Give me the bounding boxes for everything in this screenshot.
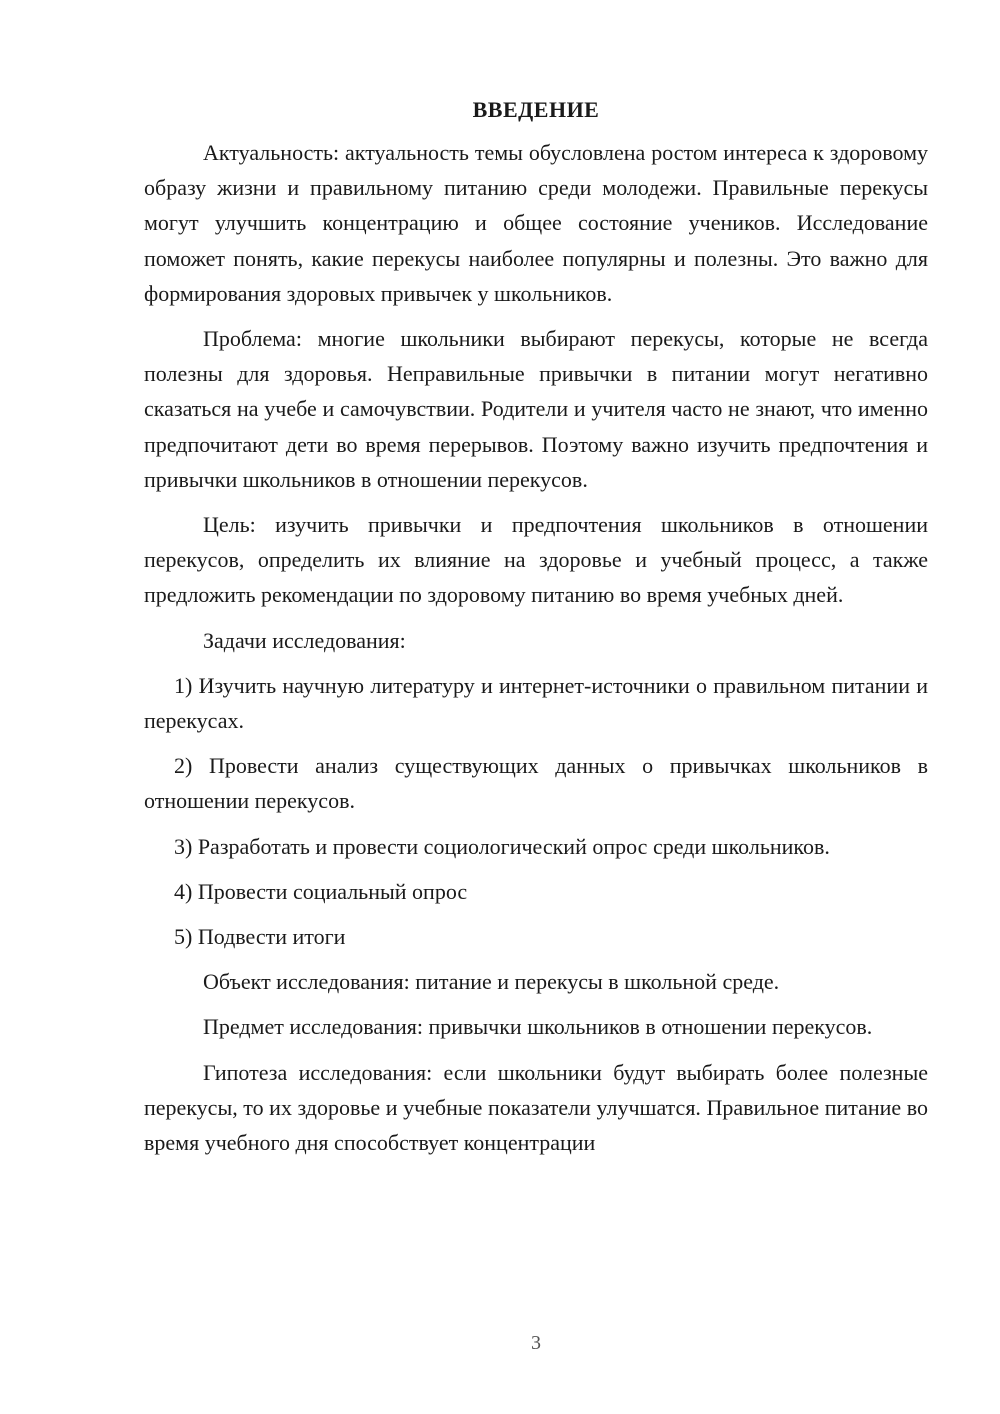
document-page [144, 92, 928, 1170]
task-item-4: 4) Провести социальный опрос [174, 878, 468, 904]
problem-paragraph: Проблема: многие школьники выбирают перекусы, которые не всегда полезны для здоровья. Неправильные привычки в питании могут негативно сказаться на учебе и самочувствии. Родители и учителя часто не знают, что именно предпочитают дети во время перерывов. Поэтому важно изучить предпочтения и привычки школьников в отношении перекусов. [144, 326, 928, 492]
hypothesis-paragraph: Гипотеза исследования: если школьники будут выбирать более полезные перекусы, то их здоровье и учебные показатели улучшатся. Правильное питание во время учебного дня способствует концентрации [144, 1059, 928, 1156]
subject-paragraph: Предмет исследования: привычки школьников в отношении перекусов. [203, 1014, 873, 1040]
section-title: ВВЕДЕНИЕ [472, 97, 600, 122]
goal-paragraph: Цель: изучить привычки и предпочтения школьников в отношении перекусов, определить их влияние на здоровье и учебный процесс, а также предложить рекомендации по здоровому питанию во время учебных дней. [144, 512, 928, 608]
task-item-2: 2) Провести анализ существующих данных о привычках школьников в отношении перекусов. [144, 753, 928, 814]
relevance-paragraph: Актуальность: актуальность темы обусловлена ростом интереса к здоровому образу жизни и правильному питанию среди молодежи. Правильные перекусы могут улучшить концентрацию и общее состояние учеников. Исследование поможет понять, какие перекусы наиболее популярны и полезны. Это важно для формирования здоровых привычек у школьников. [144, 140, 928, 306]
task-item-5: 5) Подвести итоги [174, 924, 346, 950]
task-item-1: 1) Изучить научную литературу и интернет-источники о правильном питании и перекусах. [144, 672, 928, 734]
tasks-heading: Задачи исследования: [203, 627, 406, 653]
page-number: 3 [531, 1332, 541, 1354]
task-item-3: 3) Разработать и провести социологический опрос среди школьников. [174, 833, 830, 859]
object-paragraph: Объект исследования: питание и перекусы в школьной среде. [203, 969, 780, 995]
